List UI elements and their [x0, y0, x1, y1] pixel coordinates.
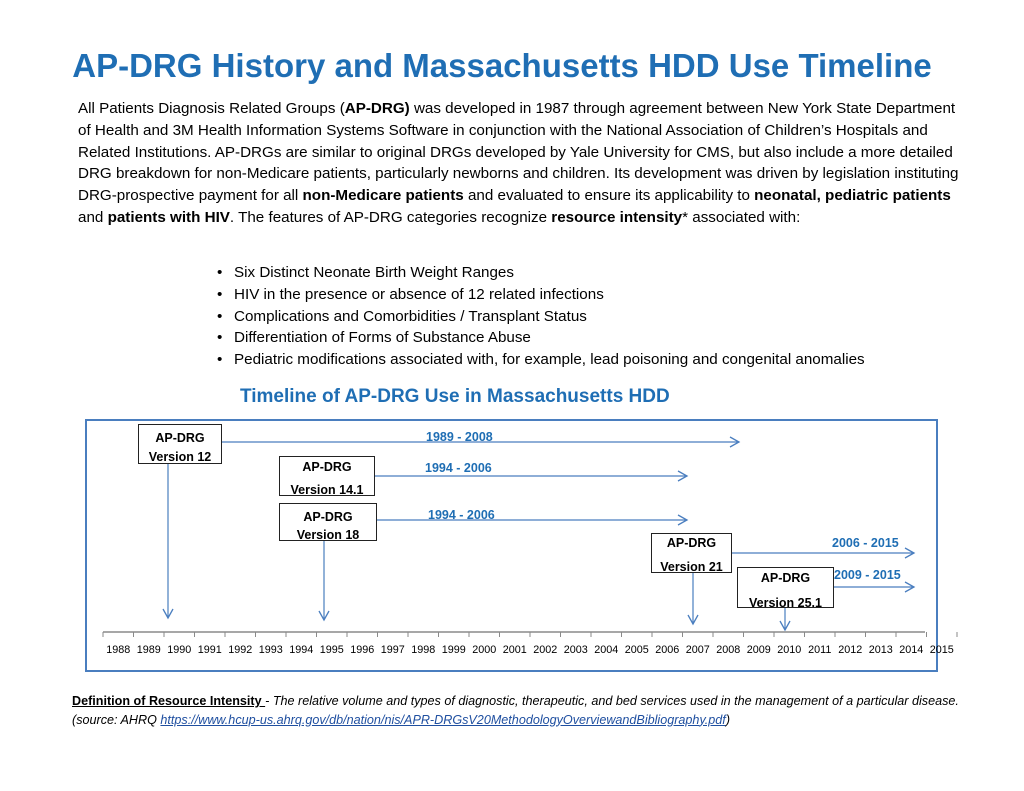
- feature-item: • HIV in the presence or absence of 12 related infections: [216, 284, 865, 306]
- year-label: 1993: [258, 644, 283, 656]
- version-box-line2: Version 14.1: [290, 483, 364, 497]
- version-box-line2: Version 18: [296, 528, 360, 542]
- year-label: 2015: [929, 644, 954, 656]
- version-box-line1: AP-DRG: [302, 460, 352, 474]
- intro-bold-resource-intensity: resource intensity: [551, 208, 683, 226]
- year-label: 2001: [502, 644, 527, 656]
- year-label: 2006: [655, 644, 680, 656]
- version-box-line1: AP-DRG: [303, 510, 353, 524]
- page-title: AP-DRG History and Massachusetts HDD Use Timeline: [72, 47, 932, 84]
- year-label: 1996: [350, 644, 375, 656]
- version-box-v12: [138, 424, 222, 464]
- version-box-line2: Version 12: [148, 450, 212, 464]
- intro-bold-apdrg: AP-DRG): [344, 100, 410, 117]
- timeline-title: Timeline of AP-DRG Use in Massachusetts HDD: [240, 386, 670, 407]
- year-label: 2014: [899, 644, 924, 656]
- version-box-line2: Version 25.1: [749, 596, 822, 610]
- range-label-v12: 1989 - 2008: [426, 430, 493, 444]
- feature-item: • Six Distinct Neonate Birth Weight Ranges: [216, 262, 865, 284]
- definition-text: - The relative volume and types of diagnostic, therapeutic, and bed services used in the management of a particular disease. (source: AHRQ: [72, 694, 959, 727]
- year-label: 1994: [289, 644, 314, 656]
- year-label: 1995: [319, 644, 344, 656]
- intro-bold-hiv: patients with HIV: [107, 208, 230, 226]
- definition-label: Definition of Resource Intensity: [72, 694, 266, 708]
- version-box-line2: Version 21: [660, 560, 723, 574]
- year-label: 2007: [685, 644, 710, 656]
- version-box-v14-1: [279, 456, 375, 496]
- feature-item: • Pediatric modifications associated with, for example, lead poisoning and congenital anomalies: [216, 349, 865, 371]
- year-label: 1998: [411, 644, 436, 656]
- range-label-v18: 1994 - 2006: [428, 508, 495, 522]
- intro-text-5: . The features of AP-DRG categories recognize: [229, 208, 552, 226]
- year-label: 1988: [106, 644, 131, 656]
- year-label: 1999: [441, 644, 466, 656]
- range-label-v25-1: 2009 - 2015: [834, 568, 901, 582]
- intro-bold-non-medicare: non-Medicare patients: [302, 187, 464, 205]
- year-label: 1991: [197, 644, 222, 656]
- intro-text-3: and evaluated to ensure its applicability to: [463, 187, 755, 205]
- feature-item: • Complications and Comorbidities / Transplant Status: [216, 306, 865, 328]
- year-label: 1989: [136, 644, 161, 656]
- intro-bold-neonatal: neonatal, pediatric patients: [754, 187, 951, 205]
- definition-note: [72, 692, 962, 729]
- version-box-v25-1: [737, 567, 834, 608]
- intro-text-2: was developed in 1987 through agreement between New York State Department of Health and 3M Health Information Systems Software in conjunction with the National Association of Children’s Hospitals and Related Institutions. AP-DRGs are similar to original DRGs developed by Yale University for CMS, but also include a more detailed DRG breakdown for non-Medicare patients, particularly newborns and children. Its development was driven by legislation instituting DRG-prospective payment for all: [78, 100, 959, 205]
- intro-text-6: * associated with:: [682, 208, 801, 226]
- intro-text-1: All Patients Diagnosis Related Groups (: [78, 100, 345, 117]
- version-box-line1: AP-DRG: [760, 571, 811, 585]
- year-label: 2009: [746, 644, 771, 656]
- version-box-v18: [279, 503, 377, 541]
- year-label: 1990: [167, 644, 192, 656]
- range-label-v14-1: 1994 - 2006: [425, 461, 492, 475]
- year-label: 2002: [533, 644, 558, 656]
- year-label: 2012: [838, 644, 863, 656]
- version-box-v21: [651, 533, 732, 573]
- year-label: 1997: [380, 644, 405, 656]
- year-label: 2010: [777, 644, 802, 656]
- intro-text-4: and: [78, 208, 108, 226]
- year-label: 2008: [716, 644, 741, 656]
- feature-item: • Differentiation of Forms of Substance Abuse: [216, 327, 865, 349]
- year-label: 2004: [594, 644, 619, 656]
- definition-close: ): [725, 712, 731, 727]
- range-label-v21: 2006 - 2015: [832, 536, 899, 550]
- source-link[interactable]: https://www.hcup-us.ahrq.gov/db/nation/nis/APR-DRGsV20MethodologyOverviewandBibliography.pdf: [160, 712, 726, 727]
- year-label: 2011: [808, 644, 832, 656]
- version-box-line1: AP-DRG: [155, 431, 205, 445]
- year-label: 2013: [868, 644, 893, 656]
- year-label: 2000: [472, 644, 497, 656]
- year-label: 2003: [563, 644, 588, 656]
- version-box-line1: AP-DRG: [666, 536, 717, 550]
- year-label: 2005: [624, 644, 649, 656]
- year-label: 1992: [228, 644, 253, 656]
